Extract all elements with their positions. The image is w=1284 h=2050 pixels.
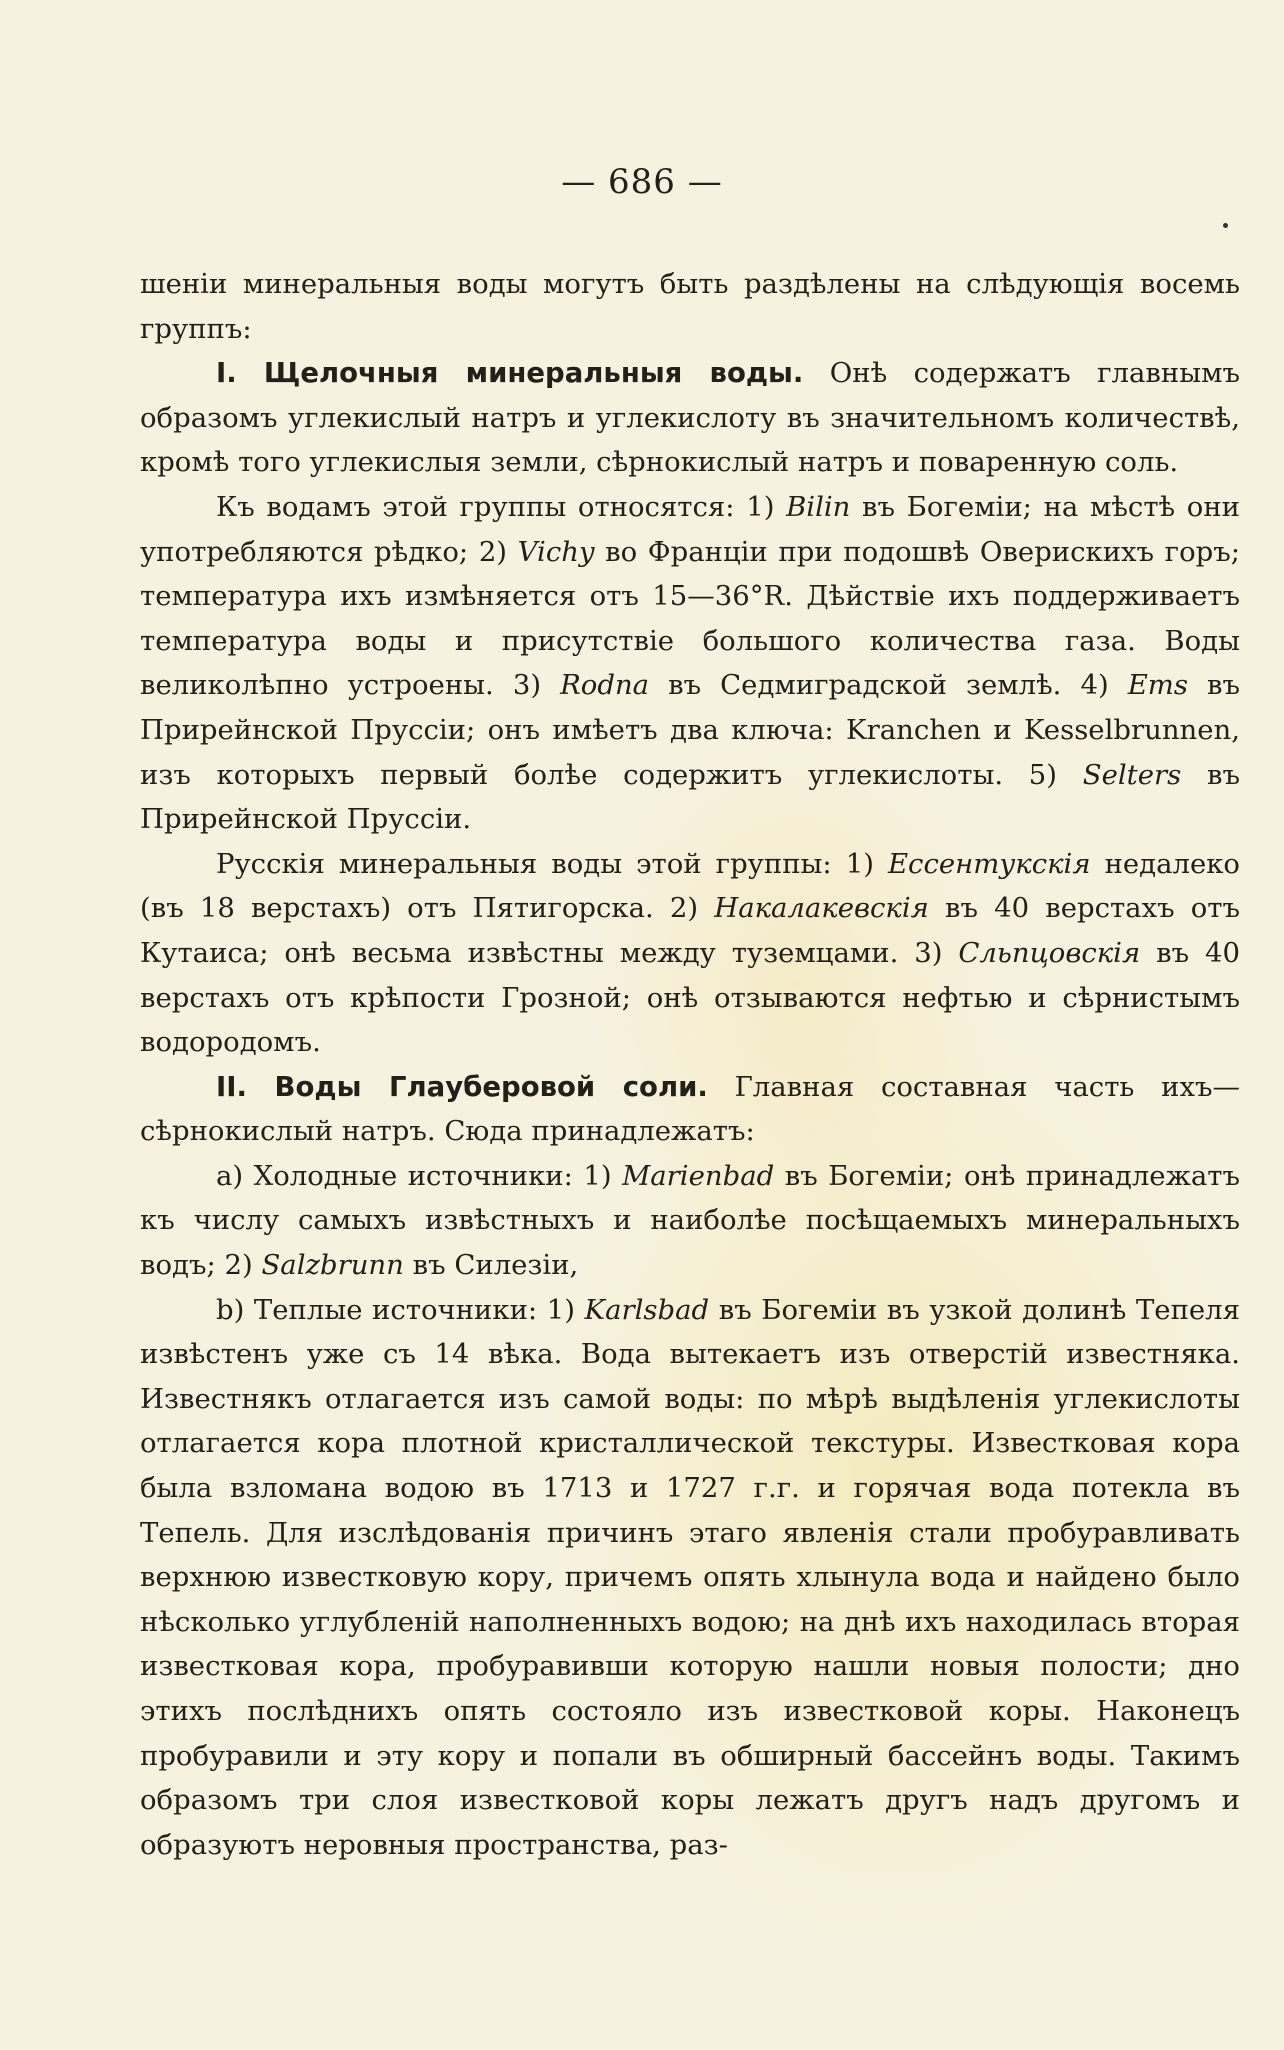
text-run: a) Холодные источники: 1)	[216, 1159, 623, 1192]
text-run: въ 40 верстахъ отъ крѣпости Грозной; онѣ отзываются нефтью и сѣрнистымъ водородомъ.	[140, 936, 1240, 1059]
body-text	[140, 262, 1240, 1867]
text-run: b) Теплые источники: 1)	[216, 1293, 585, 1326]
paragraph	[140, 1154, 1240, 1288]
text-run: въ Седмиградской землѣ. 4)	[649, 669, 1128, 702]
text-run: въ Прирейнской Пруссіи.	[140, 758, 1240, 836]
text-run: въ Богеміи въ узкой долинѣ Тепеля извѣстенъ уже съ 14 вѣка. Вода вытекаетъ изъ отверстій известняка. Известнякъ отлагается изъ самой воды: по мѣрѣ выдѣленія углекислоты отлагается кора плотной кристаллической текстуры. Известковая кора была взломана водою въ 1713 и 1727 г.г. и горячая вода потекла въ Тепель. Для изслѣдованія причинъ этаго явленія стали пробуравливать верхнюю известковую кору, причемъ опять хлынула вода и найдено было нѣсколько углубленій наполненныхъ водою; на днѣ ихъ находилась вторая известковая кора, пробуравивши которую нашли новыя полости; дно этихъ послѣднихъ опять состояло изъ известковой коры. Наконецъ пробуравили и эту кору и попали въ обширный бассейнъ воды. Такимъ образомъ три слоя известковой коры лежатъ другъ надъ другомъ и образуютъ неровныя пространства, раз-	[140, 1293, 1240, 1861]
text-run: шеніи минеральныя воды могутъ быть раздѣлены на слѣдующія восемь группъ:	[140, 268, 1240, 345]
section-heading: II. Воды Глауберовой соли.	[216, 1070, 708, 1103]
place-name: Karlsbad	[584, 1293, 710, 1326]
text-run: недалеко (въ 18 верстахъ) отъ Пятигорска. 2)	[140, 847, 1240, 925]
place-name: Salzbrunn	[261, 1249, 404, 1282]
place-name: Vichy	[517, 535, 595, 568]
text-run: Онѣ содержатъ главнымъ образомъ углекислый натръ и углекислоту въ значительномъ количествѣ, кромѣ того углекислыя земли, сѣрнокислый натръ и поваренную соль.	[140, 357, 1240, 479]
paragraph	[140, 351, 1240, 485]
text-run: въ 40 верстахъ отъ Кутаиса; онѣ весьма извѣстны между туземцами. 3)	[140, 892, 1240, 969]
paragraph	[140, 1288, 1240, 1868]
text-run: въ Силезіи,	[403, 1249, 579, 1282]
place-name: Selters	[1082, 758, 1182, 791]
place-name: Bilin	[786, 490, 851, 523]
place-name: Ессентукскія	[887, 847, 1091, 880]
paragraph	[140, 842, 1240, 1065]
text-run: въ Богеміи; онѣ принадлежатъ къ числу самыхъ извѣстныхъ и наиболѣе посѣщаемыхъ минеральныхъ водъ; 2)	[140, 1159, 1240, 1282]
paragraph	[140, 485, 1240, 842]
section-heading: I. Щелочныя минеральныя воды.	[216, 357, 804, 390]
place-name: Marienbad	[622, 1159, 775, 1192]
text-run: во Франціи при подошвѣ Оверискихъ горъ; температура ихъ измѣняется отъ 15—36°R. Дѣйствіе ихъ поддерживаетъ температура воды и присутствіе большого количества газа. Воды великолѣпно устроены. 3)	[140, 535, 1240, 702]
text-run: въ Богеміи; на мѣстѣ они употребляются рѣдко; 2)	[140, 490, 1240, 568]
page-number: — 686 —	[561, 162, 723, 202]
paragraph	[140, 1065, 1240, 1154]
paragraph	[140, 262, 1240, 351]
text-run: Главная составная часть ихъ—сѣрнокислый натръ. Сюда принадлежатъ:	[140, 1070, 1240, 1148]
text-run: Къ водамъ этой группы относятся: 1)	[216, 490, 787, 523]
place-name: Накалакевскія	[714, 892, 929, 925]
place-name: Rodna	[560, 669, 650, 702]
ink-speck	[1223, 223, 1228, 228]
place-name: Ems	[1127, 669, 1188, 702]
place-name: Сльпцовскія	[958, 936, 1141, 969]
text-run: въ Прирейнской Пруссіи; онъ имѣетъ два ключа: Kranchen и Kesselbrunnen, изъ которыхъ первый болѣе содержитъ углекислоты. 5)	[140, 669, 1240, 791]
text-run: Русскія минеральныя воды этой группы: 1)	[216, 847, 888, 880]
